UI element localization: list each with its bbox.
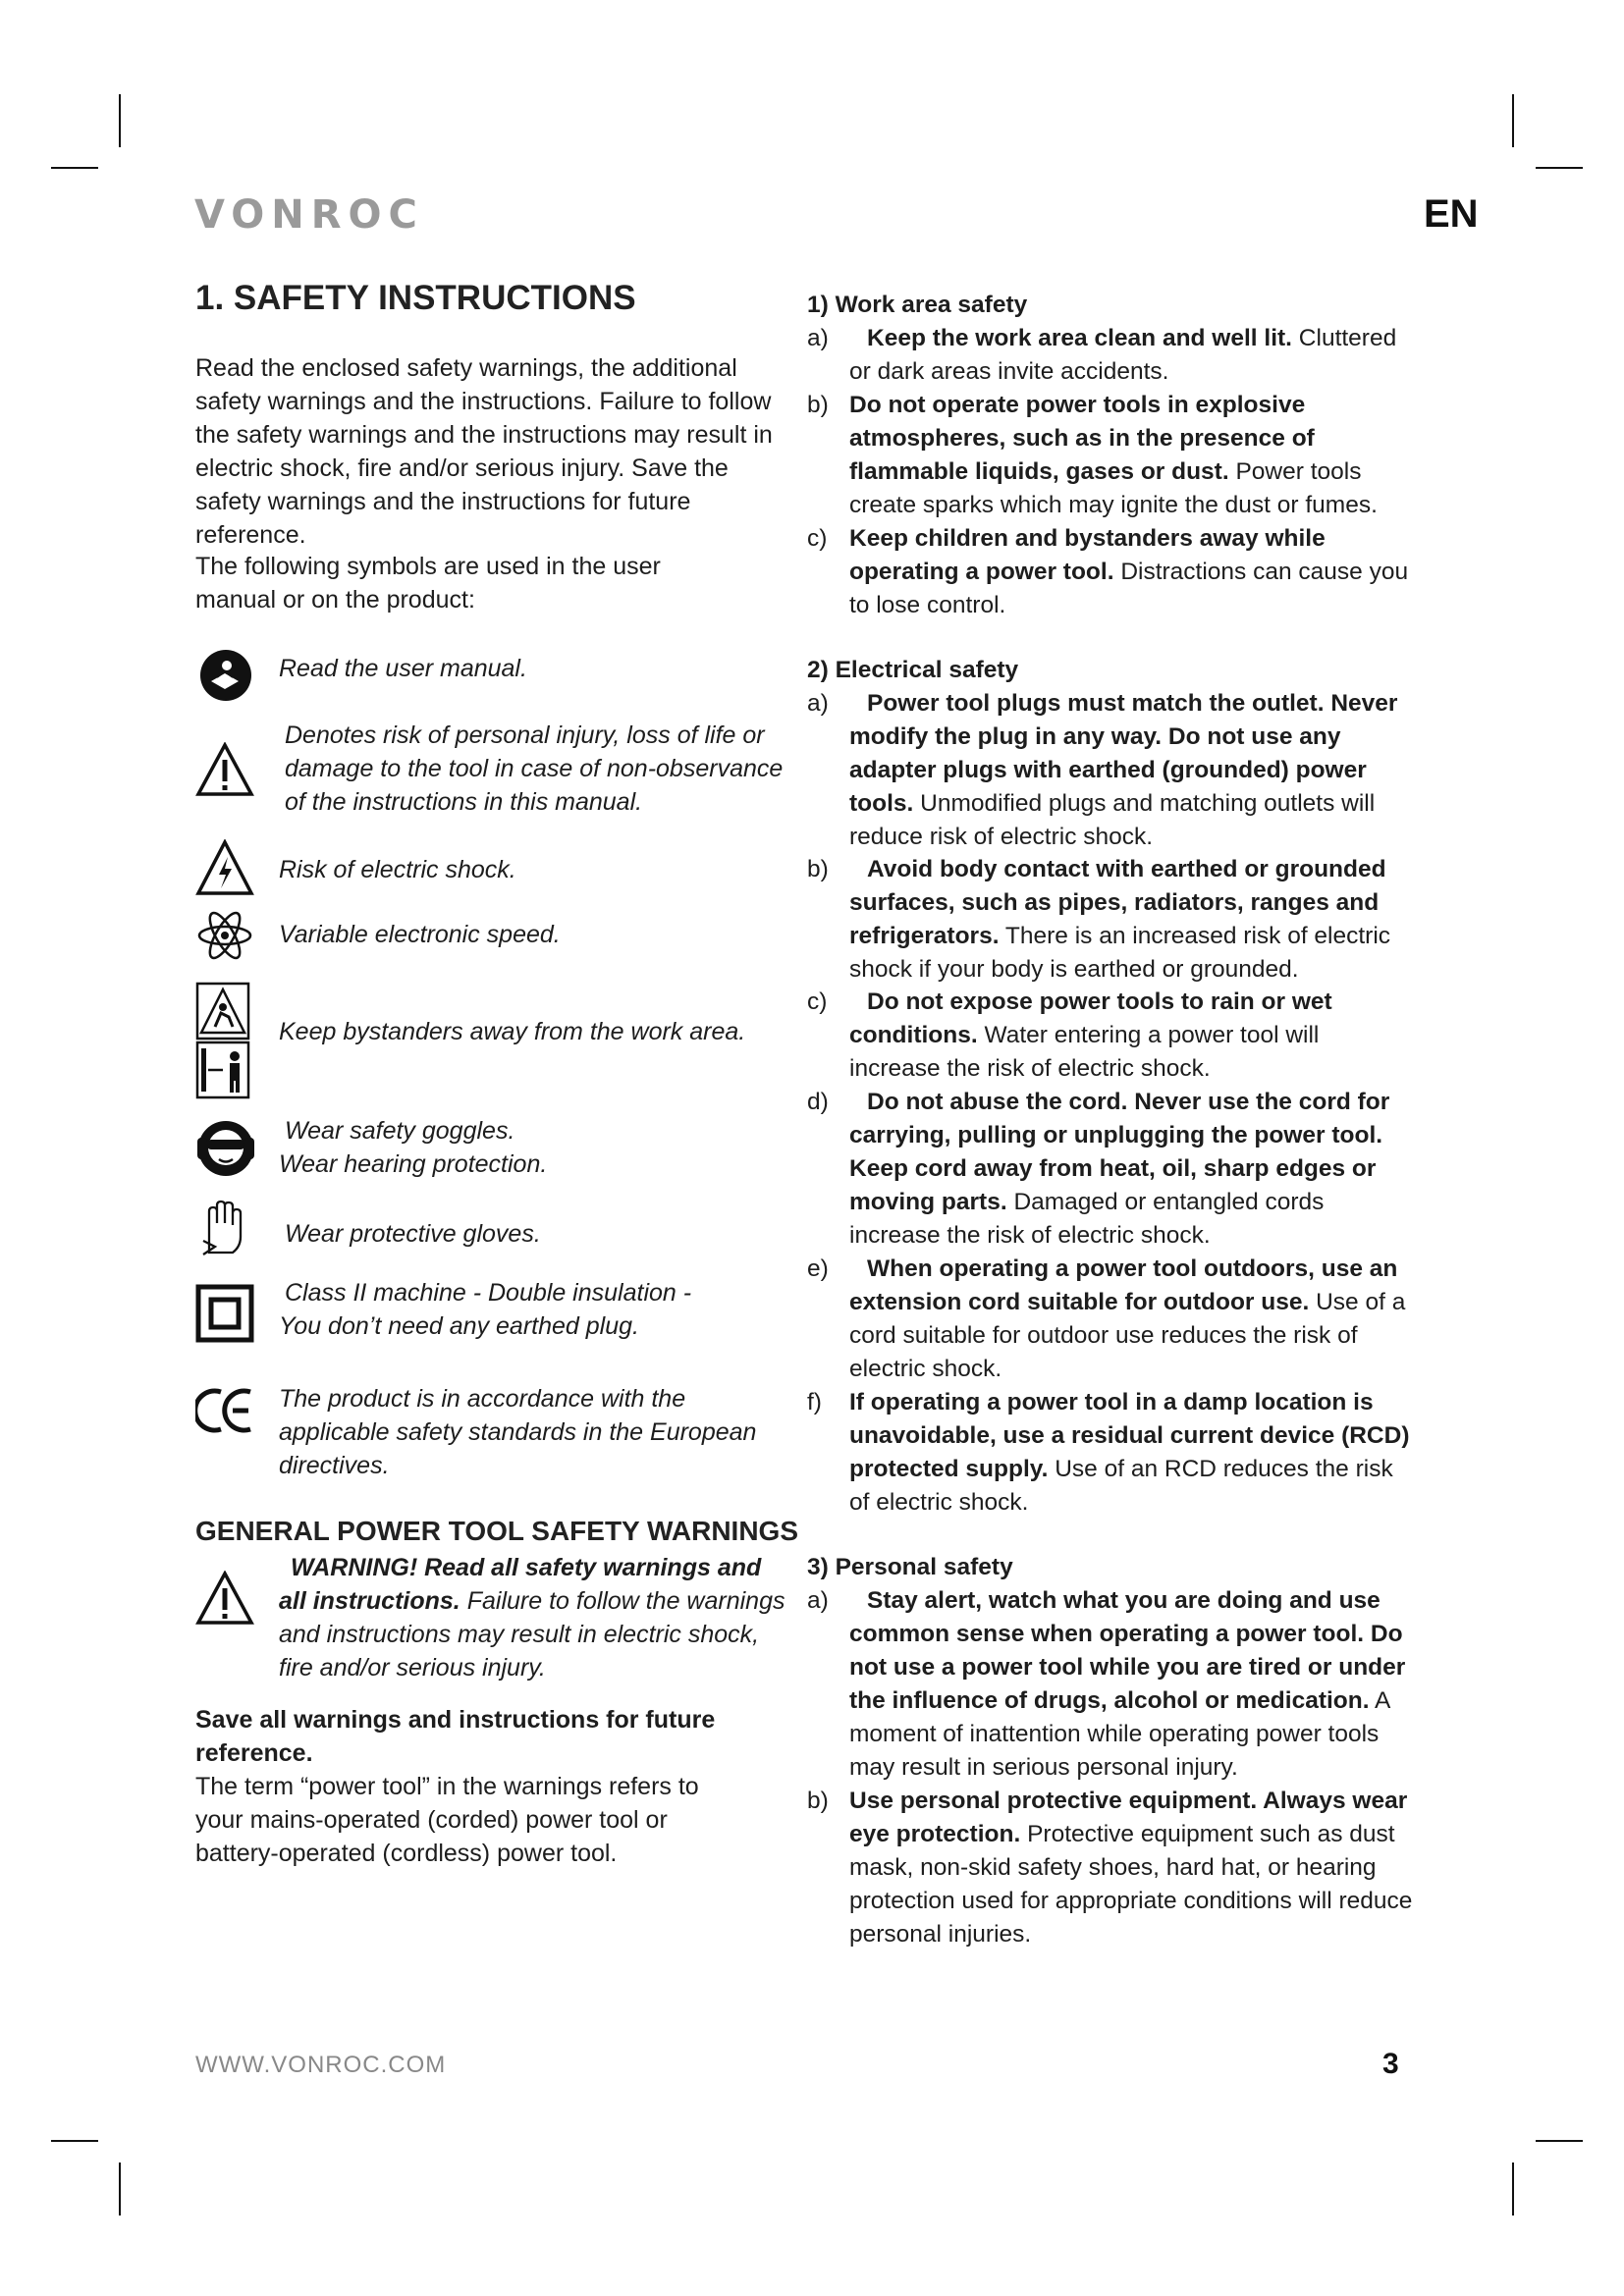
item-bold: Do not abuse the cord. Never use the cord for carrying, pulling or unplugging the power tool. Keep cord away from heat, oil, sharp edges or moving parts. <box>849 1089 1390 1215</box>
list-item <box>807 522 1416 622</box>
list-item <box>807 1584 1416 1785</box>
item-bold: Stay alert, watch what you are doing and use common sense when operating a power tool. Do not use a power tool while you are tired or under the influence of drugs, alcohol or medication. <box>849 1587 1406 1714</box>
protective-gloves-icon <box>195 1198 250 1258</box>
double-insulation-icon <box>195 1284 254 1343</box>
crop-mark <box>1536 2140 1583 2142</box>
item-label: e) <box>807 1255 829 1282</box>
item-text: Power tools create sparks which may ignite the dust or fumes. <box>849 458 1378 518</box>
item-bold: If operating a power tool in a damp location is unavoidable, use a residual current device (RCD) protected supply. <box>849 1389 1410 1482</box>
general-warning-bold: WARNING! Read all safety warnings and all instructions. <box>279 1554 762 1615</box>
keep-bystanders-away-icon <box>195 982 250 1099</box>
item-bold: Keep the work area clean and well lit. <box>867 325 1292 351</box>
footer-url: WWW.VONROC.COM <box>195 2052 447 2078</box>
crop-mark <box>51 2140 98 2142</box>
section-personal-heading: 3) Personal safety <box>807 1554 1013 1580</box>
crop-mark <box>1512 2163 1514 2216</box>
item-text: Use of a cord suitable for outdoor use reduces the risk of electric shock. <box>849 1289 1406 1382</box>
list-item <box>807 986 1416 1086</box>
symbol-text-class2 <box>279 1276 789 1343</box>
symbol-text-ce: The product is in accordance with the applicable safety standards in the European directives. <box>279 1385 757 1479</box>
symbol-row-ce <box>195 1374 804 1482</box>
item-bold: Keep children and bystanders away while operating a power tool. <box>849 525 1326 585</box>
item-bold: When operating a power tool outdoors, use an extension cord suitable for outdoor use. <box>849 1255 1398 1315</box>
list-item <box>807 1086 1416 1253</box>
symbol-text-gloves: Wear protective gloves. <box>285 1220 541 1248</box>
symbol-text-speed: Variable electronic speed. <box>279 921 561 948</box>
item-label: a) <box>807 690 829 717</box>
item-text: Cluttered or dark areas invite accidents. <box>849 325 1397 385</box>
list-item <box>807 853 1416 987</box>
page-number: 3 <box>1382 2048 1399 2080</box>
crop-mark <box>1512 94 1514 147</box>
ce-mark-icon <box>195 1386 256 1435</box>
brand-logo: VONROC <box>194 192 424 238</box>
item-bold: Avoid body contact with earthed or grounded surfaces, such as pipes, radiators, ranges and refrigerators. <box>849 856 1386 949</box>
item-label: b) <box>807 856 829 882</box>
symbol-row-shock <box>195 839 804 900</box>
item-label: b) <box>807 1788 829 1814</box>
warning-triangle-icon <box>195 742 254 797</box>
symbol-row-manual <box>195 648 804 703</box>
item-label: c) <box>807 525 828 552</box>
item-bold: Use personal protective equipment. Always wear eye protection. <box>849 1788 1408 1847</box>
list-item <box>807 1386 1416 1520</box>
general-warning-text <box>279 1551 794 1684</box>
symbol-row-speed <box>195 908 804 967</box>
general-warnings-heading: GENERAL POWER TOOL SAFETY WARNINGS <box>195 1516 798 1546</box>
item-text: Use of an RCD reduces the risk of electric shock. <box>849 1456 1393 1516</box>
list-item <box>807 687 1416 854</box>
crop-mark <box>1536 167 1583 169</box>
general-warning-rest: Failure to follow the warnings and instructions may result in electric shock, fire and/or serious injury. <box>279 1587 785 1682</box>
item-label: f) <box>807 1389 822 1415</box>
symbol-row-bystanders <box>195 982 804 1101</box>
item-text: Damaged or entangled cords increase the risk of electric shock. <box>849 1189 1325 1249</box>
symbol-text-manual: Read the user manual. <box>279 655 527 682</box>
electric-shock-icon <box>195 839 254 896</box>
save-heading: Save all warnings and instructions for future reference. <box>195 1706 716 1767</box>
class2-line-2: You don’t need any earthed plug. <box>279 1312 639 1340</box>
crop-mark <box>51 167 98 169</box>
crop-mark <box>119 2163 121 2216</box>
general-warning-block <box>195 1551 804 1688</box>
safety-goggles-hearing-icon <box>195 1118 256 1179</box>
read-manual-icon <box>195 648 256 703</box>
symbol-text-bystanders: Keep bystanders away from the work area. <box>279 1018 746 1045</box>
goggles-line-1: Wear safety goggles. <box>285 1117 515 1145</box>
symbols-intro: The following symbols are used in the user manual or on the product: <box>195 553 661 614</box>
save-text: The term “power tool” in the warnings refers to your mains-operated (corded) power tool or battery-operated (cordless) power tool. <box>195 1773 699 1867</box>
item-label: d) <box>807 1089 829 1115</box>
list-item <box>807 1253 1416 1386</box>
symbol-row-gloves <box>195 1198 804 1262</box>
variable-speed-icon <box>195 908 254 963</box>
page-title: 1. SAFETY INSTRUCTIONS <box>195 279 636 317</box>
item-label: b) <box>807 392 829 418</box>
symbol-row-class2 <box>195 1276 804 1351</box>
warning-triangle-icon <box>195 1571 254 1626</box>
item-label: a) <box>807 1587 829 1614</box>
section-electrical-heading: 2) Electrical safety <box>807 657 1019 683</box>
list-item <box>807 322 1416 389</box>
list-item <box>807 389 1416 522</box>
symbol-row-warning <box>195 717 804 825</box>
item-bold: Power tool plugs must match the outlet. Never modify the plug in any way. Do not use any adapter plugs with earthed (grounded) power tools. <box>849 690 1398 817</box>
item-label: a) <box>807 325 829 351</box>
class2-line-1: Class II machine - Double insulation - <box>285 1279 692 1307</box>
language-code: EN <box>1424 192 1479 236</box>
item-text: There is an increased risk of electric shock if your body is earthed or grounded. <box>849 923 1391 983</box>
symbol-text-warning: Denotes risk of personal injury, loss of life or damage to the tool in case of non-observance of the instructions in this manual. <box>285 721 784 816</box>
goggles-line-2: Wear hearing protection. <box>279 1150 548 1178</box>
crop-mark <box>119 94 121 147</box>
item-text: A moment of inattention while operating power tools may result in serious personal injury. <box>849 1687 1389 1781</box>
item-label: c) <box>807 988 828 1015</box>
item-text: Distractions can cause you to lose control. <box>849 559 1409 618</box>
symbol-text-shock: Risk of electric shock. <box>279 856 516 883</box>
symbol-row-goggles <box>195 1114 804 1185</box>
item-bold: Do not operate power tools in explosive atmospheres, such as in the presence of flammable liquids, gases or dust. <box>849 392 1315 485</box>
item-text: Unmodified plugs and matching outlets will reduce risk of electric shock. <box>849 790 1376 850</box>
list-item <box>807 1785 1416 1951</box>
item-bold: Do not expose power tools to rain or wet conditions. <box>849 988 1332 1048</box>
section-work-area-heading: 1) Work area safety <box>807 292 1028 318</box>
symbol-text-goggles <box>279 1114 789 1181</box>
item-text: Protective equipment such as dust mask, non-skid safety shoes, hard hat, or hearing protection used for appropriate conditions will reduce personal injuries. <box>849 1821 1413 1948</box>
intro-paragraph: Read the enclosed safety warnings, the additional safety warnings and the instructions. Failure to follow the safety warnings and the instructions may result in electric shock, fire and/or serious injury. Save the safety warnings and the instructions for future reference. <box>195 354 773 549</box>
item-text: Water entering a power tool will increase the risk of electric shock. <box>849 1022 1320 1082</box>
